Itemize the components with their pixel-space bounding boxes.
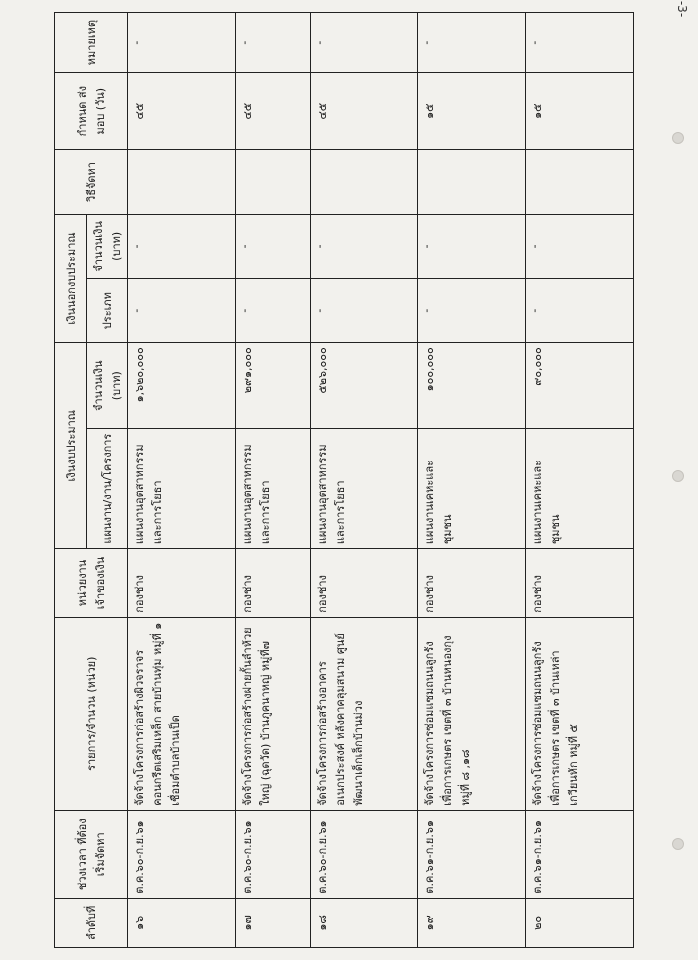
header-due: กำหนด ส่งมอบ (วัน) xyxy=(55,73,128,150)
cell-due: ๑๕ xyxy=(526,73,634,150)
cell-note: - xyxy=(235,13,310,73)
cell-item: จัดจ้างโครงการซ่อมแซมถนนลูกรัง เพื่อการเกษตร เขตที่ ๓ บ้านเหล่า เกวียนหัก หมู่ที่ ๕ xyxy=(526,617,634,810)
punch-holes xyxy=(672,0,692,960)
cell-method xyxy=(128,150,236,214)
cell-plan: แผนงานอุตสาหกรรม และการโยธา xyxy=(310,429,418,549)
cell-period: ต.ค.๖๑-ก.ย.๖๑ xyxy=(418,810,526,898)
cell-method xyxy=(310,150,418,214)
cell-off-amount: - xyxy=(310,214,418,278)
cell-off-amount: - xyxy=(235,214,310,278)
cell-note: - xyxy=(526,13,634,73)
header-budget-plan: แผนงาน/งาน/โครงการ xyxy=(87,429,128,549)
cell-period: ต.ค.๖๐-ก.ย.๖๑ xyxy=(128,810,236,898)
cell-no: ๑๖ xyxy=(128,898,236,947)
header-no: ลำดับที่ xyxy=(55,898,128,947)
table-row xyxy=(128,13,236,948)
cell-off-type: - xyxy=(310,278,418,342)
header-note: หมายเหตุ xyxy=(55,13,128,73)
header-off-type: ประเภท xyxy=(87,278,128,342)
cell-method xyxy=(418,150,526,214)
header-agency: หน่วยงาน เจ้าของเงิน xyxy=(55,549,128,618)
cell-off-amount: - xyxy=(526,214,634,278)
table-row xyxy=(310,13,418,948)
table-row xyxy=(235,13,310,948)
cell-item: จัดจ้างโครงการซ่อมแซมถนนลูกรัง เพื่อการเกษตร เขตที่ ๓ บ้านหนองกุง หมู่ที่ ๘ ,๑๘ xyxy=(418,617,526,810)
table-row xyxy=(526,13,634,948)
cell-off-type: - xyxy=(235,278,310,342)
cell-off-type: - xyxy=(418,278,526,342)
cell-due: ๔๕ xyxy=(128,73,236,150)
cell-off-amount: - xyxy=(128,214,236,278)
cell-agency: กองช่าง xyxy=(128,549,236,618)
header-budget-amount: จำนวนเงิน (บาท) xyxy=(87,343,128,429)
cell-due: ๑๕ xyxy=(418,73,526,150)
cell-method xyxy=(526,150,634,214)
cell-due: ๔๕ xyxy=(235,73,310,150)
cell-note: - xyxy=(418,13,526,73)
cell-no: ๑๙ xyxy=(418,898,526,947)
header-period: ช่วงเวลา ที่ต้องเริ่มจัดหา xyxy=(55,810,128,898)
cell-off-type: - xyxy=(128,278,236,342)
cell-amount: ๕๒๖,๐๐๐ xyxy=(310,343,418,429)
cell-plan: แผนงานเคหะและชุมชน xyxy=(526,429,634,549)
header-off-budget: เงินนอกงบประมาณ xyxy=(55,214,87,343)
cell-note: - xyxy=(310,13,418,73)
table-row xyxy=(418,13,526,948)
cell-amount: ๑๐๐,๐๐๐ xyxy=(418,343,526,429)
cell-no: ๑๗ xyxy=(235,898,310,947)
cell-agency: กองช่าง xyxy=(526,549,634,618)
cell-item: จัดจ้างโครงการก่อสร้างอาคาร อเนกประสงค์ หลังคาคลุมสนาม ศูนย์พัฒนาเด็กเล็กบ้านม่วง xyxy=(310,617,418,810)
cell-agency: กองช่าง xyxy=(310,549,418,618)
page-number: -3- xyxy=(674,0,689,18)
cell-plan: แผนงานอุตสาหกรรม และการโยธา xyxy=(128,429,236,549)
cell-agency: กองช่าง xyxy=(235,549,310,618)
cell-period: ต.ค.๖๑-ก.ย.๖๑ xyxy=(526,810,634,898)
header-item: รายการ/จำนวน (หน่วย) xyxy=(55,617,128,810)
header-method: วิธีจัดหา xyxy=(55,150,128,214)
cell-no: ๑๘ xyxy=(310,898,418,947)
cell-off-type: - xyxy=(526,278,634,342)
cell-amount: ๑,๖๒๐,๐๐๐ xyxy=(128,343,236,429)
procurement-table xyxy=(54,12,634,948)
cell-off-amount: - xyxy=(418,214,526,278)
procurement-table-area xyxy=(54,12,634,948)
cell-amount: ๙๐,๐๐๐ xyxy=(526,343,634,429)
cell-agency: กองช่าง xyxy=(418,549,526,618)
cell-due: ๔๕ xyxy=(310,73,418,150)
cell-period: ต.ค.๖๐-ก.ย.๖๑ xyxy=(310,810,418,898)
cell-plan: แผนงานเคหะและชุมชน xyxy=(418,429,526,549)
header-off-amount: จำนวนเงิน (บาท) xyxy=(87,214,128,278)
cell-amount: ๒๙๑,๐๐๐ xyxy=(235,343,310,429)
cell-no: ๒๐ xyxy=(526,898,634,947)
cell-item: จัดจ้างโครงการก่อสร้างฝายกั้นลำห้วยใหญ่ (ฉุดวัด) บ้านภูคนาหญ่ หมู่ที่๗ xyxy=(235,617,310,810)
cell-plan: แผนงานอุตสาหกรรม และการโยธา xyxy=(235,429,310,549)
cell-item: จัดจ้างโครงการก่อสร้างผิวจราจร คอนกรีตเสริมเหล็ก สายบ้านทุ่ม หมู่ที่ ๑ เชื่อมตำบลบ้านเป็ด xyxy=(128,617,236,810)
cell-note: - xyxy=(128,13,236,73)
header-budget: เงินงบประมาณ xyxy=(55,343,87,549)
cell-period: ต.ค.๖๐-ก.ย.๖๑ xyxy=(235,810,310,898)
cell-method xyxy=(235,150,310,214)
